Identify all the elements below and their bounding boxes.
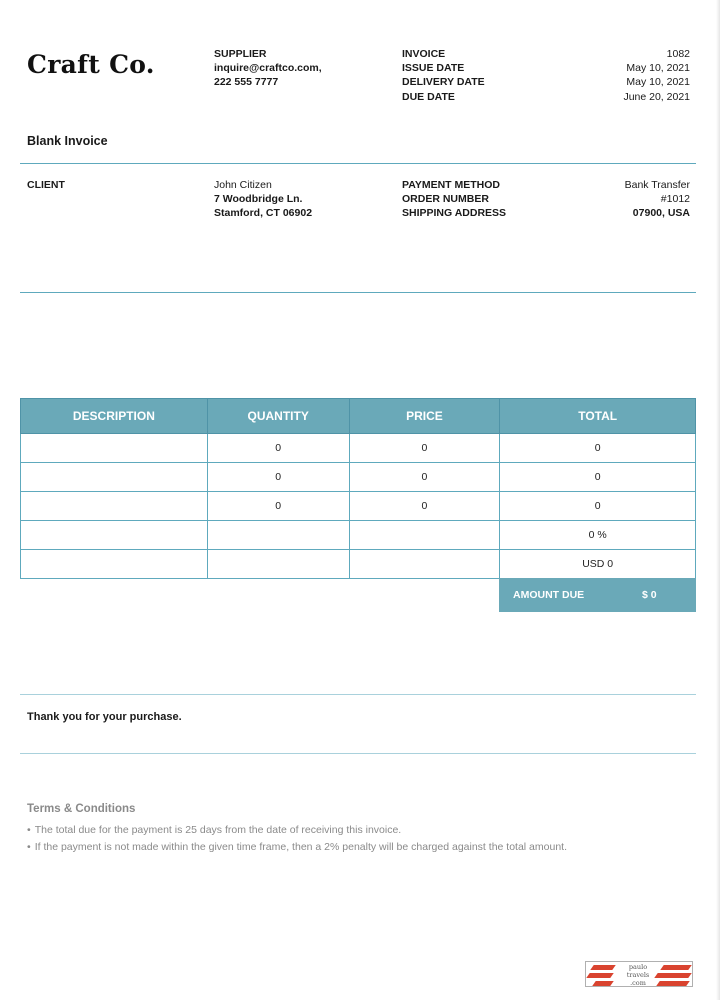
payment-method-label: PAYMENT METHOD <box>402 179 501 191</box>
payment-method-value: Bank Transfer <box>624 179 690 191</box>
order-number-value: #1012 <box>660 193 690 206</box>
column-header-price: PRICE <box>349 399 500 434</box>
supplier-label: SUPPLIER <box>214 48 267 60</box>
watermark-logo <box>585 961 693 987</box>
client-address-block <box>214 178 312 221</box>
due-date-value: June 20, 2021 <box>623 90 690 103</box>
terms-item: • If the payment is not made within the given time frame, then a 2% penalty will be charged against the total amount. <box>27 841 567 853</box>
invoice-number-label: INVOICE <box>402 48 446 60</box>
due-date-label: DUE DATE <box>402 90 455 103</box>
cell-description <box>21 434 208 463</box>
shipping-address-label: SHIPPING ADDRESS <box>402 207 507 220</box>
amount-due-label: AMOUNT DUE <box>513 589 585 601</box>
invoice-meta-labels <box>402 47 485 104</box>
cell-subtotal: USD 0 <box>500 550 696 579</box>
shipping-address-value: 07900, USA <box>632 207 690 220</box>
payment-labels <box>402 178 506 221</box>
delivery-date-label: DELIVERY DATE <box>402 76 485 89</box>
table-row <box>21 434 696 463</box>
supplier-block <box>214 47 322 90</box>
supplier-phone: 222 555 7777 <box>214 76 279 89</box>
client-divider <box>20 292 696 293</box>
cell-quantity: 0 <box>207 463 349 492</box>
page-edge-shadow <box>716 0 720 1000</box>
issue-date-value: May 10, 2021 <box>626 62 690 75</box>
cell-quantity <box>207 550 349 579</box>
header-divider <box>20 163 696 164</box>
table-header-row <box>21 399 696 434</box>
client-city: Stamford, CT 06902 <box>214 207 313 220</box>
company-logo-text: Craft Co. <box>27 50 155 79</box>
table-row-subtotal <box>21 550 696 579</box>
payment-values <box>625 178 690 221</box>
client-label: CLIENT <box>27 179 65 191</box>
cell-description <box>21 521 208 550</box>
terms-item: • The total due for the payment is 25 days from the date of receiving this invoice. <box>27 824 402 836</box>
cell-price: 0 <box>349 492 500 521</box>
thanks-top-divider <box>20 694 696 695</box>
cell-quantity: 0 <box>207 492 349 521</box>
table-row <box>21 463 696 492</box>
delivery-date-value: May 10, 2021 <box>626 76 690 89</box>
client-street: 7 Woodbridge Ln. <box>214 193 303 206</box>
terms-list <box>27 822 627 856</box>
thank-you-note: Thank you for your purchase. <box>27 711 182 723</box>
cell-total: 0 <box>500 492 696 521</box>
cell-description <box>21 550 208 579</box>
cell-description <box>21 492 208 521</box>
cell-total: 0 <box>500 434 696 463</box>
thanks-bottom-divider <box>20 753 696 754</box>
issue-date-label: ISSUE DATE <box>402 62 465 75</box>
column-header-total: TOTAL <box>500 399 696 434</box>
cell-quantity <box>207 521 349 550</box>
watermark-text: paulo travels .com <box>626 963 650 987</box>
document-title: Blank Invoice <box>27 134 108 148</box>
cell-description <box>21 463 208 492</box>
table-row <box>21 492 696 521</box>
table-row-tax <box>21 521 696 550</box>
cell-tax-percent: 0 % <box>500 521 696 550</box>
cell-price: 0 <box>349 463 500 492</box>
cell-price <box>349 550 500 579</box>
column-header-quantity: QUANTITY <box>207 399 349 434</box>
line-items-table <box>20 398 696 579</box>
terms-title: Terms & Conditions <box>27 803 136 815</box>
cell-total: 0 <box>500 463 696 492</box>
cell-price <box>349 521 500 550</box>
bullet-icon: • <box>27 824 31 836</box>
bullet-icon: • <box>27 841 31 853</box>
amount-due-box <box>499 578 696 612</box>
supplier-email: inquire@craftco.com, <box>214 62 322 75</box>
cell-quantity: 0 <box>207 434 349 463</box>
client-name: John Citizen <box>214 179 272 191</box>
invoice-meta-values <box>623 47 690 104</box>
order-number-label: ORDER NUMBER <box>402 193 489 206</box>
column-header-description: DESCRIPTION <box>21 399 208 434</box>
amount-due-value: $ 0 <box>642 589 657 601</box>
cell-price: 0 <box>349 434 500 463</box>
invoice-number-value: 1082 <box>666 48 690 60</box>
